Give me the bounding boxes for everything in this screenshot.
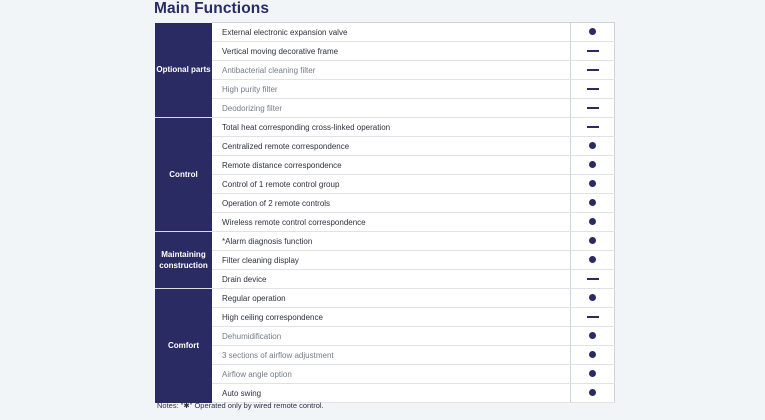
availability-cell	[571, 251, 615, 270]
function-name-cell: Airflow angle option	[212, 365, 571, 384]
availability-cell	[571, 308, 615, 327]
table-row	[155, 232, 615, 251]
table-row	[155, 251, 615, 270]
function-name-cell: Drain device	[212, 270, 571, 289]
function-name-cell: High purity filter	[212, 80, 571, 99]
functions-table	[155, 22, 615, 403]
table-row	[155, 289, 615, 308]
function-name-cell: Regular operation	[212, 289, 571, 308]
table-row	[155, 99, 615, 118]
availability-cell	[571, 61, 615, 80]
table-row	[155, 80, 615, 99]
table-row	[155, 175, 615, 194]
category-cell: Maintaining construction	[155, 232, 212, 289]
function-name-cell: Control of 1 remote control group	[212, 175, 571, 194]
dash-icon	[587, 69, 599, 71]
dash-icon	[587, 316, 599, 318]
table-row	[155, 118, 615, 137]
table-row	[155, 23, 615, 42]
function-name-cell: Antibacterial cleaning filter	[212, 61, 571, 80]
table-row	[155, 384, 615, 403]
function-name-cell: High ceiling correspondence	[212, 308, 571, 327]
filled-dot-icon	[589, 28, 596, 35]
function-name-cell: Auto swing	[212, 384, 571, 403]
table-row	[155, 327, 615, 346]
availability-cell	[571, 327, 615, 346]
function-name-cell: Operation of 2 remote controls	[212, 194, 571, 213]
filled-dot-icon	[589, 351, 596, 358]
function-name-cell: Deodorizing filter	[212, 99, 571, 118]
availability-cell	[571, 137, 615, 156]
dash-icon	[587, 50, 599, 52]
table-row	[155, 213, 615, 232]
function-name-cell: Total heat corresponding cross-linked operation	[212, 118, 571, 137]
availability-cell	[571, 384, 615, 403]
filled-dot-icon	[589, 256, 596, 263]
table-row	[155, 137, 615, 156]
table-row	[155, 156, 615, 175]
function-name-cell: Wireless remote control correspondence	[212, 213, 571, 232]
function-name-cell: 3 sections of airflow adjustment	[212, 346, 571, 365]
filled-dot-icon	[589, 389, 596, 396]
table-row	[155, 42, 615, 61]
availability-cell	[571, 289, 615, 308]
function-name-cell: Dehumidification	[212, 327, 571, 346]
availability-cell	[571, 99, 615, 118]
filled-dot-icon	[589, 180, 596, 187]
function-name-cell: Filter cleaning display	[212, 251, 571, 270]
table-row	[155, 194, 615, 213]
dash-icon	[587, 126, 599, 128]
function-name-cell: *Alarm diagnosis function	[212, 232, 571, 251]
filled-dot-icon	[589, 199, 596, 206]
availability-cell	[571, 80, 615, 99]
availability-cell	[571, 346, 615, 365]
filled-dot-icon	[589, 370, 596, 377]
table-row	[155, 308, 615, 327]
availability-cell	[571, 156, 615, 175]
availability-cell	[571, 118, 615, 137]
availability-cell	[571, 232, 615, 251]
function-name-cell: Vertical moving decorative frame	[212, 42, 571, 61]
dash-icon	[587, 107, 599, 109]
page-title: Main Functions	[154, 0, 270, 17]
table-row	[155, 365, 615, 384]
filled-dot-icon	[589, 142, 596, 149]
availability-cell	[571, 23, 615, 42]
availability-cell	[571, 213, 615, 232]
table-row	[155, 61, 615, 80]
filled-dot-icon	[589, 161, 596, 168]
dash-icon	[587, 88, 599, 90]
table-row	[155, 346, 615, 365]
table-row	[155, 270, 615, 289]
functions-table-body	[155, 23, 615, 403]
dash-icon	[587, 278, 599, 280]
function-name-cell: Centralized remote correspondence	[212, 137, 571, 156]
filled-dot-icon	[589, 332, 596, 339]
function-name-cell: Remote distance correspondence	[212, 156, 571, 175]
availability-cell	[571, 194, 615, 213]
availability-cell	[571, 365, 615, 384]
filled-dot-icon	[589, 237, 596, 244]
filled-dot-icon	[589, 218, 596, 225]
notes-text: Notes: "✱" Operated only by wired remote control.	[157, 401, 324, 410]
filled-dot-icon	[589, 294, 596, 301]
availability-cell	[571, 42, 615, 61]
function-name-cell: External electronic expansion valve	[212, 23, 571, 42]
availability-cell	[571, 270, 615, 289]
availability-cell	[571, 175, 615, 194]
category-cell: Optional parts	[155, 23, 212, 118]
category-cell: Comfort	[155, 289, 212, 403]
category-cell: Control	[155, 118, 212, 232]
